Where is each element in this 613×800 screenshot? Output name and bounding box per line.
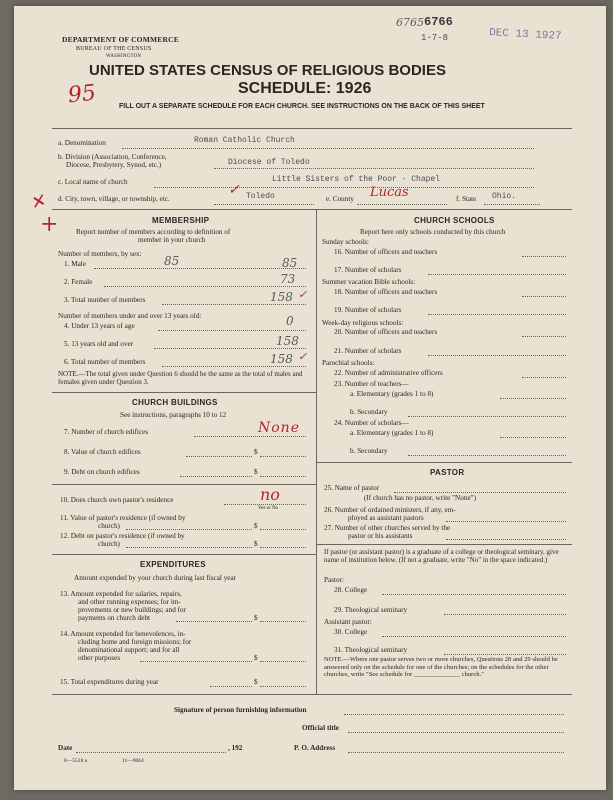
q18-label: 18. Number of officers and teachers: [334, 288, 438, 296]
church-buildings-heading: CHURCH BUILDINGS: [132, 398, 218, 407]
q14-label: 14. Amount expended for benevolences, in-: [60, 630, 186, 638]
q25-label: 25. Name of pastor: [324, 484, 380, 492]
q17-label: 17. Number of scholars: [334, 266, 402, 274]
q21-label: 21. Number of scholars: [334, 347, 402, 355]
q10-value: no: [260, 485, 280, 504]
q9-label: 9. Debt on church edifices: [64, 468, 140, 476]
membership-heading: MEMBERSHIP: [152, 216, 210, 225]
pencil-number: 6765: [396, 16, 424, 29]
q27-label-2: pastor or his assistants: [348, 532, 413, 540]
local-name-label: c. Local name of church: [58, 178, 128, 186]
q1-male-label: 1. Male: [64, 260, 86, 268]
census-schedule-sheet: [14, 6, 606, 790]
year-label: , 192: [228, 744, 243, 752]
print-number: 11—9064: [122, 758, 144, 764]
pastor-heading: PASTOR: [430, 468, 465, 477]
parochial-schools-label: Parochial schools:: [322, 359, 375, 367]
q13-dollar: $: [254, 614, 258, 622]
q14-label-3: denominational support; and for all: [78, 646, 180, 654]
q13-label-3: provements or new buildings; and for: [78, 606, 186, 614]
denomination-label: a. Denomination: [58, 139, 106, 147]
division-label: b. Division (Association, Conference,: [58, 153, 167, 161]
city-label: d. City, town, village, or township, etc.: [58, 195, 170, 203]
state-value: Ohio.: [492, 192, 517, 201]
q26-label-2: ployed as assistant pastors: [348, 514, 424, 522]
expenditures-heading: EXPENDITURES: [140, 560, 206, 569]
membership-subheading-2: member in your church: [138, 236, 206, 244]
date-label: Date: [58, 744, 73, 752]
q31-label: 31. Theological seminary: [334, 646, 408, 654]
weekday-schools-label: Week-day religious schools:: [322, 319, 404, 327]
schools-subheading: Report here only schools conducted by this church: [360, 228, 506, 236]
q14-label-4: other purposes: [78, 654, 121, 662]
q24a-label: a. Elementary (grades 1 to 8): [350, 429, 434, 437]
q4-under13-value: 0: [286, 314, 294, 328]
signature-label: Signature of person furnishing information: [174, 706, 307, 714]
q22-label: 22. Number of administrative officers: [334, 369, 443, 377]
typed-number-stamp: 6766: [424, 15, 453, 29]
q23b-label: b. Secondary: [350, 408, 388, 416]
q6-total-label: 6. Total number of members: [64, 358, 146, 366]
pastor-note: NOTE.—Where one pastor serves two or more churches, Questions 28 and 29 should be answered only on the schedule for one of the churches; on the schedules for the other churches, write "See schedule for ______________ church.": [324, 656, 558, 678]
q14-dollar: $: [254, 654, 258, 662]
q13-label-2: and other running expenses; for im-: [78, 598, 181, 606]
city-label: WASHINGTON: [106, 54, 142, 59]
schedule-title: SCHEDULE: 1926: [238, 80, 372, 97]
q11-label: 11. Value of pastor's residence (if owned by: [60, 514, 186, 522]
q1-male-value: 85: [282, 256, 298, 270]
q28-label: 28. College: [334, 586, 368, 594]
q23a-label: a. Elementary (grades 1 to 8): [350, 390, 434, 398]
membership-note: NOTE.—The total given under Question 6 should be the same as the total of males and females given under Question 3.: [58, 370, 303, 386]
separate-schedule-instruction: FILL OUT A SEPARATE SCHEDULE FOR EACH CHURCH. SEE INSTRUCTIONS ON THE BACK OF THIS SHEET: [119, 103, 485, 110]
q3-red-check: ✓: [298, 288, 308, 301]
q1-male-pencil: 85: [164, 254, 180, 268]
q8-dollar: $: [254, 448, 258, 456]
pastor-sublabel: Pastor:: [324, 576, 344, 584]
q12-dollar: $: [254, 540, 258, 548]
q2-female-value: 73: [280, 272, 296, 286]
q25-note: (If church has no pastor, write "None"): [364, 494, 476, 502]
q8-label: 8. Value of church edifices: [64, 448, 141, 456]
graduate-note: If pastor (or assistant pastor) is a graduate of a college or theological seminary, give name of institution below. (If not a graduate, write "No" in the space indicated.): [324, 548, 559, 564]
denomination-value: Roman Catholic Church: [194, 136, 295, 145]
bureau-label: BUREAU OF THE CENSUS: [76, 46, 152, 52]
q13-label: 13. Amount expended for salaries, repairs,: [60, 590, 182, 598]
red-margin-mark: ✕: [26, 190, 49, 215]
q6-total-value: 158: [270, 352, 293, 366]
q3-total-label: 3. Total number of members: [64, 296, 146, 304]
city-value: Toledo: [246, 192, 275, 201]
q11-label-2: church): [98, 522, 120, 530]
q27-label: 27. Number of other churches served by the: [324, 524, 451, 532]
yes-or-no-hint: Yes or No: [258, 506, 279, 511]
q15-label: 15. Total expenditures during year: [60, 678, 159, 686]
q11-dollar: $: [254, 522, 258, 530]
q2-female-label: 2. Female: [64, 278, 93, 286]
sunday-schools-label: Sunday schools:: [322, 238, 369, 246]
red-handwritten-number: 95: [66, 80, 98, 109]
center-column-divider: [316, 209, 317, 694]
red-check-mark: ✓: [228, 182, 240, 198]
members-by-sex-label: Number of members, by sex:: [58, 250, 142, 258]
divider: [52, 128, 572, 129]
received-date-stamp: DEC 13 1927: [488, 27, 562, 43]
q19-label: 19. Number of scholars: [334, 306, 402, 314]
q20-label: 20. Number of officers and teachers: [334, 328, 438, 336]
membership-subheading: Report number of members according to definition of: [76, 228, 231, 236]
county-label: e. County: [326, 195, 354, 203]
q7-value: None: [258, 420, 300, 436]
po-address-label: P. O. Address: [294, 744, 336, 752]
q15-dollar: $: [254, 678, 258, 686]
church-schools-heading: CHURCH SCHOOLS: [414, 216, 495, 225]
division-label-2: Diocese, Presbytery, Synod, etc.): [66, 161, 162, 169]
form-title: UNITED STATES CENSUS OF RELIGIOUS BODIES: [89, 62, 446, 79]
red-cross-mark: +: [40, 212, 59, 237]
q5-over13-value: 158: [276, 334, 299, 348]
division-value: Diocese of Toledo: [228, 158, 310, 167]
buildings-subheading: See instructions, paragraphs 10 to 12: [120, 411, 227, 419]
expenditures-subheading: Amount expended by your church during last fiscal year: [74, 574, 237, 582]
q10-label: 10. Does church own pastor's residence: [60, 496, 174, 504]
q14-label-2: cluding home and foreign missions; for: [78, 638, 192, 646]
q12-label: 12. Debt on pastor's residence (if owned by: [60, 532, 185, 540]
q9-dollar: $: [254, 468, 258, 476]
q29-label: 29. Theological seminary: [334, 606, 408, 614]
q6-red-check: ✓: [298, 350, 308, 363]
q13-label-4: payments on church debt: [78, 614, 151, 622]
q12-label-2: church): [98, 540, 120, 548]
state-label: f. State: [456, 195, 477, 203]
q24b-label: b. Secondary: [350, 447, 388, 455]
q7-label: 7. Number of church edifices: [64, 428, 149, 436]
q24-label: 24. Number of scholars—: [334, 419, 409, 427]
form-number: 8—5518 a: [64, 758, 88, 764]
q30-label: 30. College: [334, 628, 368, 636]
age-section-label: Number of members under and over 13 years old:: [58, 312, 202, 320]
q4-under13-label: 4. Under 13 years of age: [64, 322, 135, 330]
q23-label: 23. Number of teachers—: [334, 380, 409, 388]
date-code: 1-7-8: [421, 33, 449, 43]
official-title-label: Official title: [302, 724, 339, 732]
county-value: Lucas: [370, 185, 409, 200]
assistant-pastor-sublabel: Assistant pastor:: [324, 618, 372, 626]
q26-label: 26. Number of ordained ministers, if any, em-: [324, 506, 456, 514]
summer-schools-label: Summer vacation Bible schools:: [322, 278, 416, 286]
department-label: DEPARTMENT OF COMMERCE: [62, 35, 179, 44]
q16-label: 16. Number of officers and teachers: [334, 248, 438, 256]
q3-total-value: 158: [270, 290, 293, 304]
q5-over13-label: 5. 13 years old and over: [64, 340, 134, 348]
local-name-value: Little Sisters of the Poor - Chapel: [272, 175, 441, 184]
